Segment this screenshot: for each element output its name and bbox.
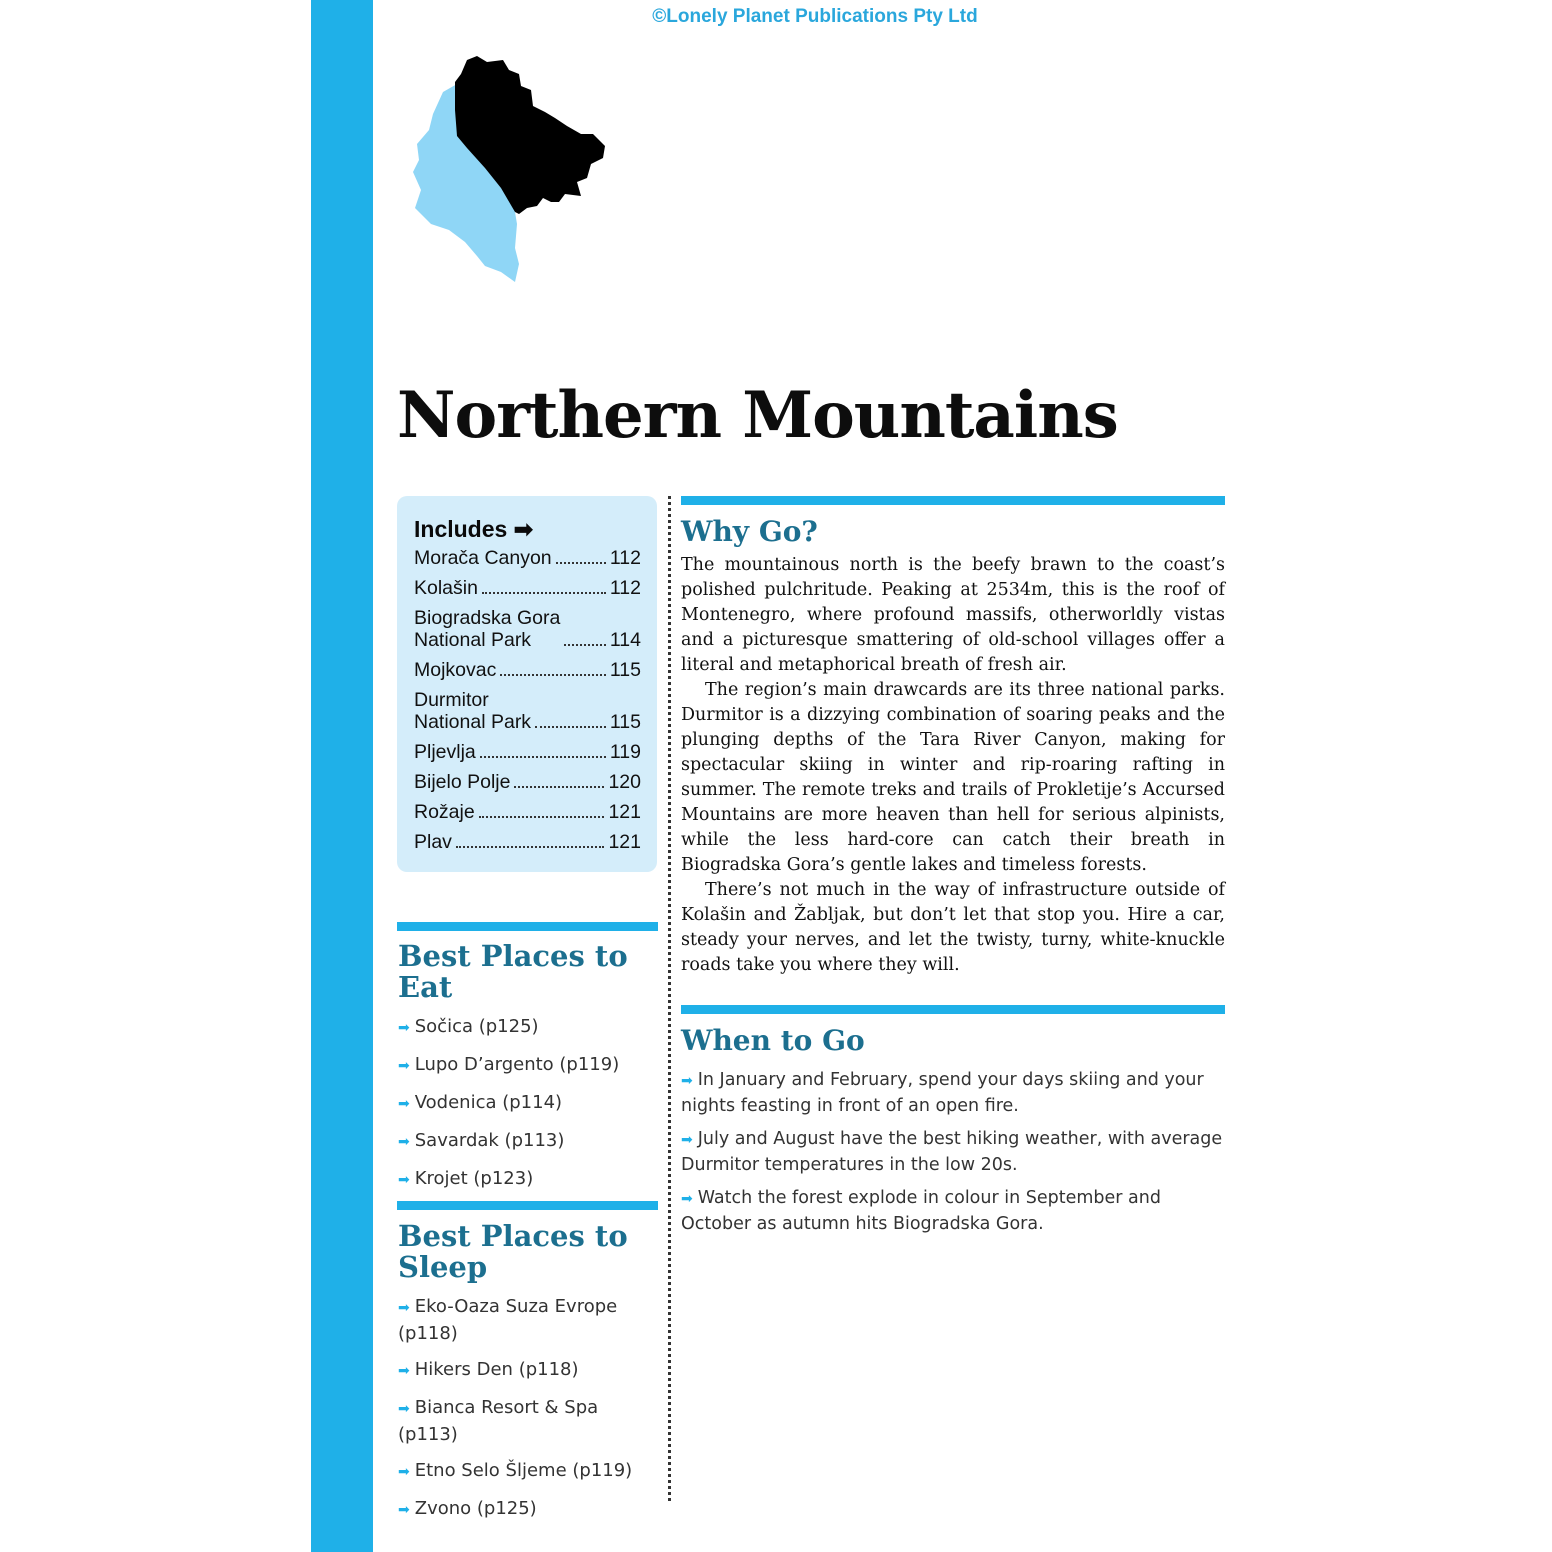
eat-section-rule: [397, 922, 658, 931]
why-paragraph: The mountainous north is the beefy brawn to the coast’s polished pulchritude. Peaking at 2534m, this is the roof of Montenegro, where profound massifs, otherworldly vistas and a picturesque smattering of old-school villages offer a literal and metaphorical breath of fresh air.: [681, 555, 1225, 675]
eat-item: [398, 1128, 660, 1155]
right-arrow-icon: ➡: [681, 1132, 693, 1148]
leader-dots: [535, 726, 606, 728]
why-heading: Why Go?: [681, 515, 818, 548]
why-paragraph: The region’s main drawcards are its three national parks. Durmitor is a dizzying combination of soaring peaks and the plunging depths of the Tara River Canyon, making for spectacular skiing in winter and rip-roaring rafting in summer. The remote treks and trails of Prokletije’s Accursed Mountains are more heaven than hell for serious alpinists, while the less hard-core can catch their breath in Biogradska Gora’s gentle lakes and timeless forests.: [681, 680, 1225, 875]
eat-list: [398, 1014, 660, 1204]
eat-item: [398, 1052, 660, 1079]
includes-item-page: 115: [609, 659, 641, 681]
includes-item: [414, 659, 641, 681]
includes-item: [414, 741, 641, 763]
right-arrow-icon: ➡: [398, 1058, 410, 1074]
sleep-item-text: Bianca Resort & Spa (p113): [398, 1397, 599, 1445]
eat-heading: Best Places to Eat: [398, 939, 628, 1004]
when-item-text: July and August have the best hiking weather, with average Durmitor temperatures in the low 20s.: [681, 1129, 1223, 1175]
when-item-text: Watch the forest explode in colour in September and October as autumn hits Biogradska Gora.: [681, 1188, 1161, 1234]
right-arrow-icon: ➡: [681, 1191, 693, 1207]
includes-item-label: Bijelo Polje: [414, 771, 511, 793]
sleep-item-text: Hikers Den (p118): [414, 1359, 579, 1380]
includes-item: [414, 577, 641, 599]
right-arrow-icon: ➡: [398, 1401, 410, 1417]
includes-item: [414, 607, 641, 651]
when-section-rule: [681, 1005, 1225, 1014]
includes-item: [414, 689, 641, 733]
includes-item-label: Mojkovac: [414, 659, 497, 681]
includes-list: [414, 547, 641, 853]
eat-item-text: Savardak (p113): [414, 1130, 565, 1151]
sleep-item: [398, 1458, 660, 1485]
includes-item-label: Durmitor National Park: [414, 689, 532, 733]
includes-item-label: Pljevlja: [414, 741, 476, 763]
leader-dots: [556, 562, 606, 564]
sleep-item: [398, 1496, 660, 1523]
when-item: [681, 1186, 1225, 1237]
eat-item: [398, 1166, 660, 1193]
includes-item-page: 115: [609, 711, 641, 733]
includes-box: [397, 496, 657, 872]
right-arrow-icon: ➡: [398, 1020, 410, 1036]
includes-item-label: Rožaje: [414, 801, 475, 823]
eat-item-text: Sočica (p125): [414, 1016, 539, 1037]
includes-item-label: Plav: [414, 831, 452, 853]
copyright-notice: ©Lonely Planet Publications Pty Ltd: [652, 6, 978, 27]
includes-item-page: 121: [608, 831, 641, 853]
sleep-item-text: Zvono (p125): [414, 1498, 537, 1519]
right-arrow-icon: ➡: [398, 1300, 410, 1316]
includes-item-page: 121: [608, 801, 641, 823]
right-arrow-icon: ➡: [513, 516, 533, 542]
includes-item: [414, 831, 641, 853]
includes-item-page: 119: [609, 741, 641, 763]
right-arrow-icon: ➡: [681, 1073, 693, 1089]
eat-item: [398, 1090, 660, 1117]
right-arrow-icon: ➡: [398, 1363, 410, 1379]
includes-item-page: 112: [609, 577, 641, 599]
when-item: [681, 1068, 1225, 1119]
includes-item-page: 114: [609, 629, 641, 651]
includes-item-label: Kolašin: [414, 577, 478, 599]
includes-item-page: 112: [609, 547, 641, 569]
accent-sidebar-bar: [311, 0, 373, 1552]
includes-item-page: 120: [608, 771, 641, 793]
sleep-heading: Best Places to Sleep: [398, 1219, 628, 1284]
sleep-item: [398, 1395, 660, 1447]
page-title: Northern Mountains: [397, 378, 1118, 453]
when-item: [681, 1127, 1225, 1178]
includes-item: [414, 771, 641, 793]
includes-item-label: Biogradska Gora National Park: [414, 607, 561, 651]
montenegro-locator-map: [405, 52, 615, 292]
sleep-item: [398, 1294, 660, 1346]
why-paragraph: There’s not much in the way of infrastructure outside of Kolašin and Žabljak, but don’t let that stop you. Hire a car, steady your nerves, and let the twisty, turny, white-knuckle roads take you where they will.: [681, 880, 1225, 975]
leader-dots: [500, 674, 606, 676]
why-section-rule: [681, 496, 1225, 505]
right-arrow-icon: ➡: [398, 1134, 410, 1150]
eat-item-text: Vodenica (p114): [414, 1092, 563, 1113]
sleep-section-rule: [397, 1201, 658, 1210]
leader-dots: [564, 644, 606, 646]
sleep-item-text: Etno Selo Šljeme (p119): [414, 1460, 633, 1481]
leader-dots: [480, 756, 606, 758]
sleep-item-text: Eko-Oaza Suza Evrope (p118): [398, 1296, 618, 1344]
right-arrow-icon: ➡: [398, 1096, 410, 1112]
column-divider: [668, 496, 671, 1501]
includes-heading-text: Includes: [414, 516, 508, 542]
right-arrow-icon: ➡: [398, 1172, 410, 1188]
leader-dots: [482, 592, 606, 594]
eat-item-text: Krojet (p123): [414, 1168, 534, 1189]
why-body-text: [681, 553, 1225, 978]
sleep-item: [398, 1357, 660, 1384]
eat-item-text: Lupo D’argento (p119): [414, 1054, 620, 1075]
includes-item: [414, 801, 641, 823]
leader-dots: [456, 846, 605, 848]
eat-item: [398, 1014, 660, 1041]
sleep-list: [398, 1294, 660, 1534]
right-arrow-icon: ➡: [398, 1502, 410, 1518]
includes-heading: [414, 516, 641, 543]
when-heading: When to Go: [681, 1024, 865, 1057]
includes-item: [414, 547, 641, 569]
right-arrow-icon: ➡: [398, 1464, 410, 1480]
when-list: [681, 1068, 1225, 1245]
leader-dots: [514, 786, 604, 788]
when-item-text: In January and February, spend your days skiing and your nights feasting in front of an open fire.: [681, 1070, 1204, 1116]
leader-dots: [479, 816, 605, 818]
includes-item-label: Morača Canyon: [414, 547, 552, 569]
